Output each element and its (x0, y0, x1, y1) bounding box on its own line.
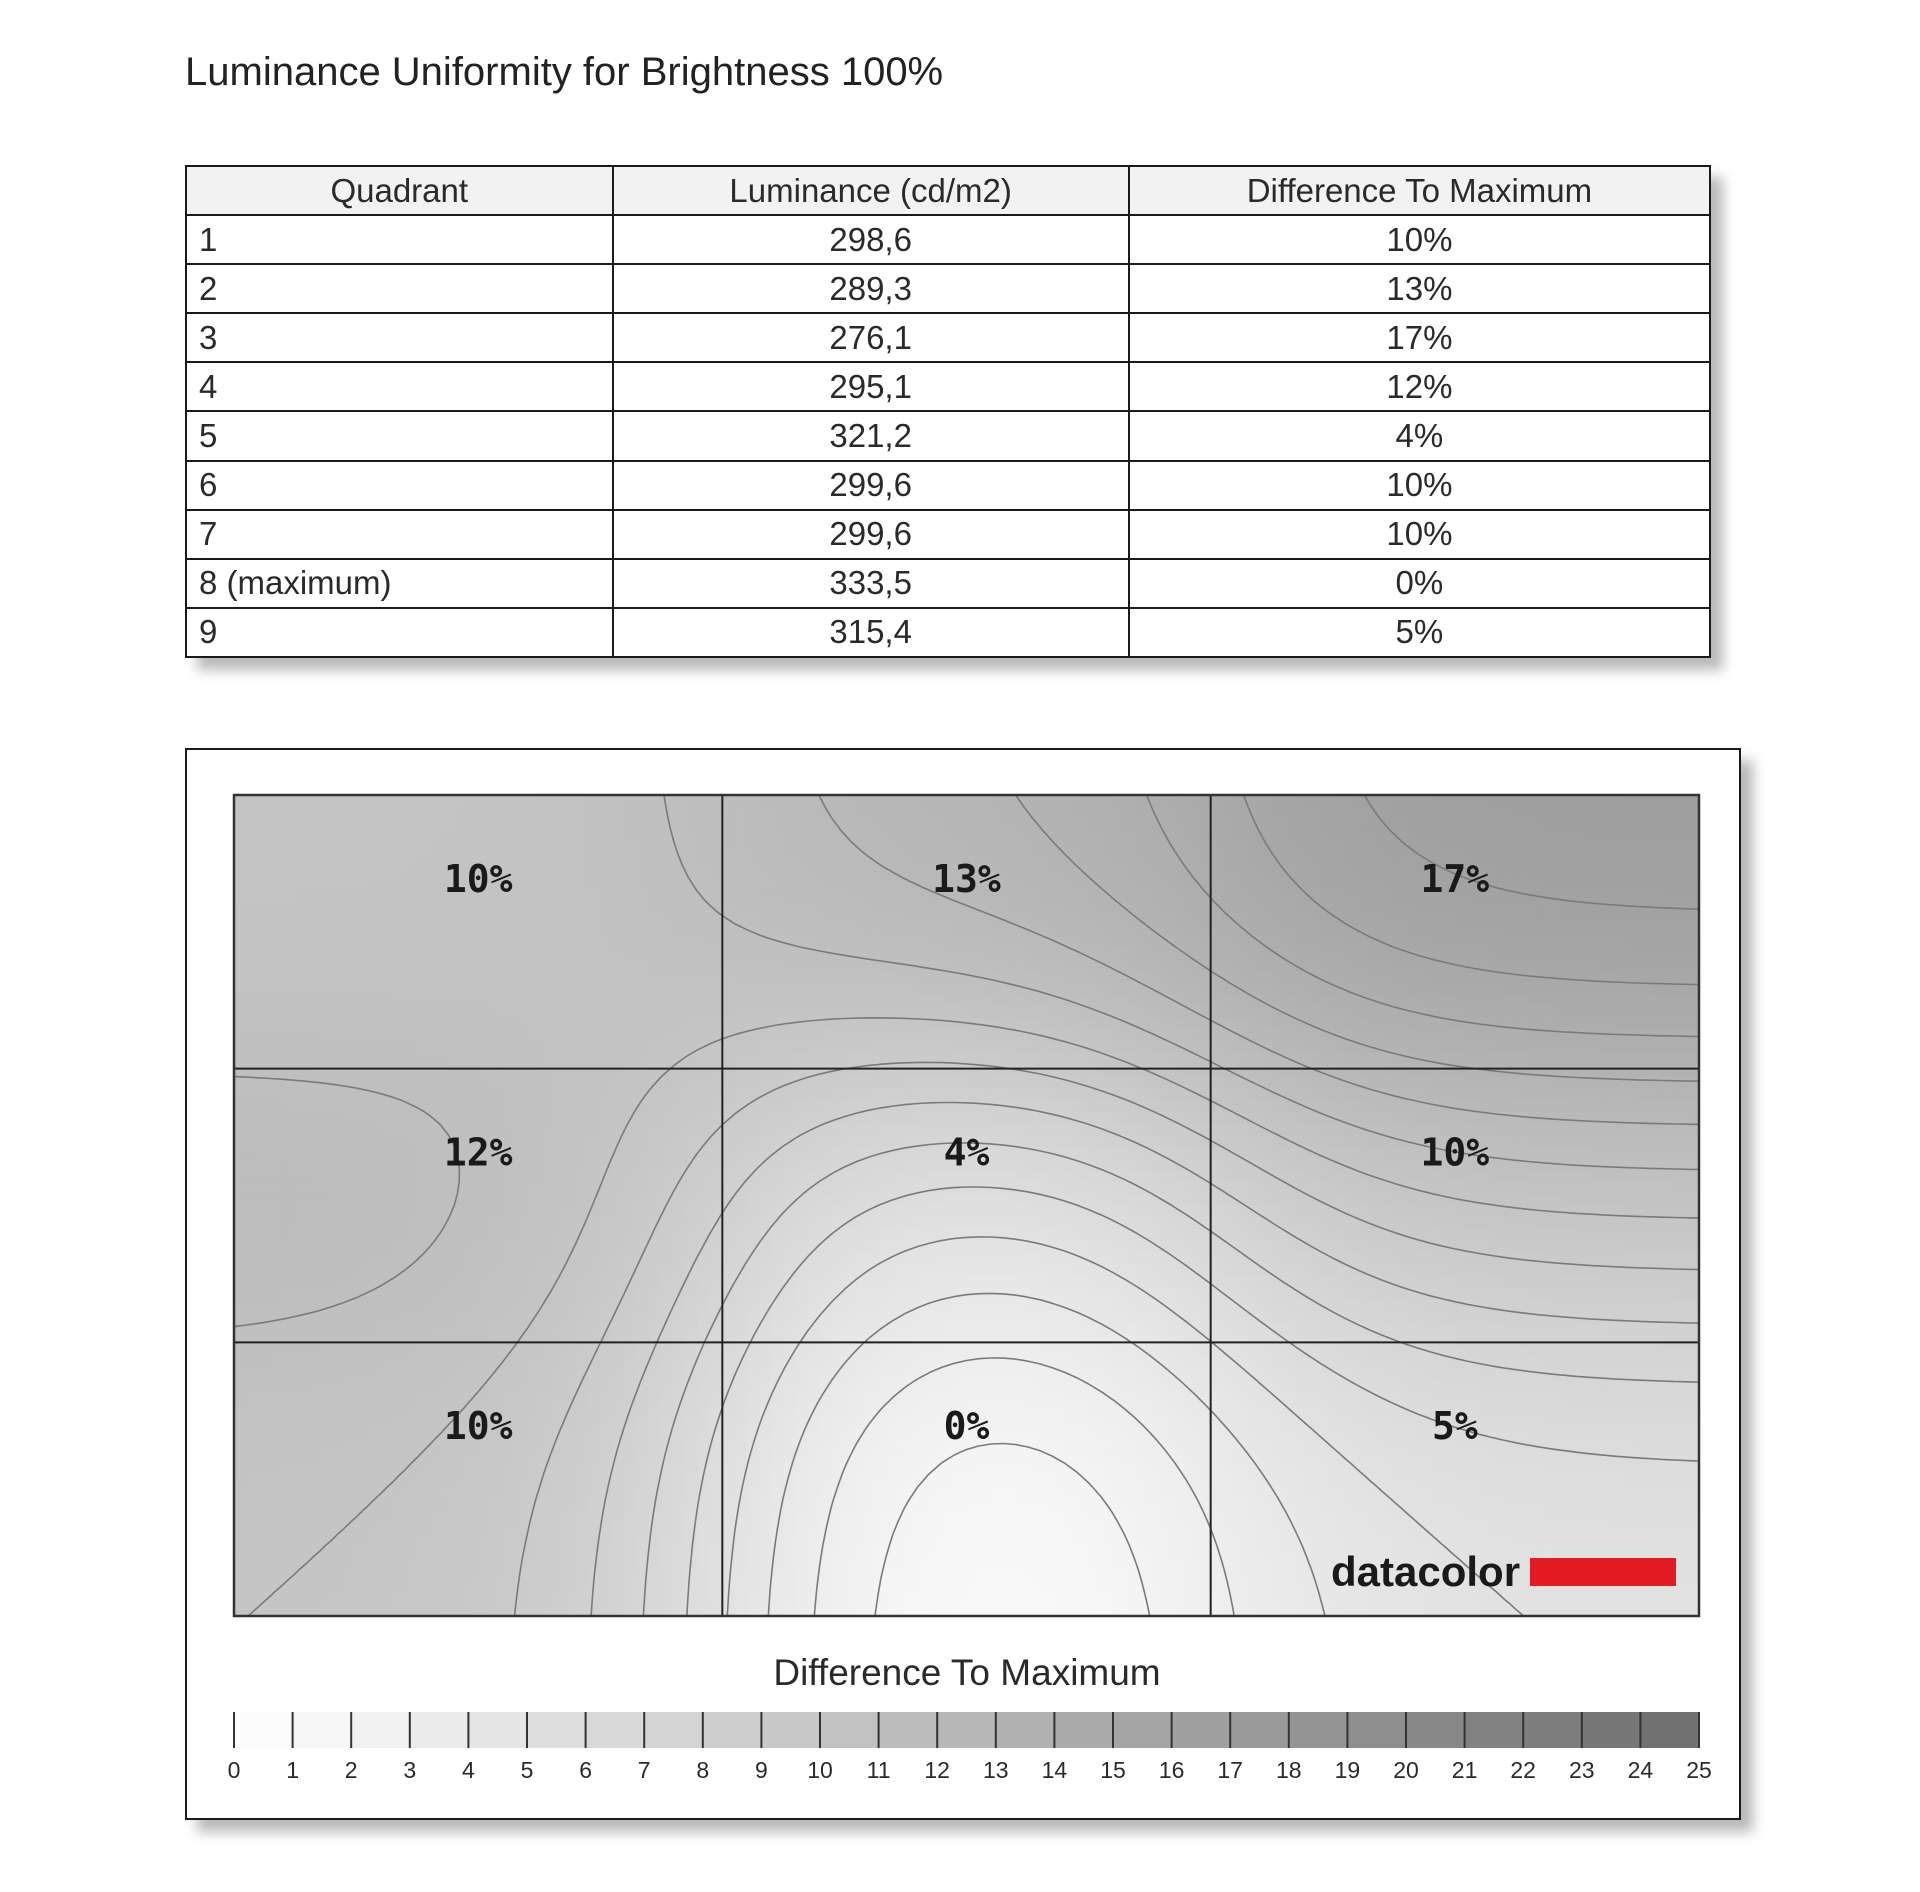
cell-quadrant: 2 (186, 264, 613, 313)
cell-difference: 10% (1129, 215, 1710, 264)
logo-text: datacolor (1331, 1548, 1521, 1595)
scale-swatch (937, 1712, 996, 1748)
scale-tick-label: 6 (579, 1757, 592, 1783)
cell-luminance: 289,3 (613, 264, 1129, 313)
table-header-row (186, 166, 1710, 215)
table-row (186, 559, 1710, 608)
scale-swatch (1465, 1712, 1524, 1748)
luminance-table (185, 165, 1711, 658)
table-row (186, 411, 1710, 460)
cell-luminance: 298,6 (613, 215, 1129, 264)
cell-quadrant: 6 (186, 461, 613, 510)
scale-tick-label: 18 (1276, 1757, 1302, 1783)
cell-luminance: 299,6 (613, 510, 1129, 559)
scale-swatch (761, 1712, 820, 1748)
scale-tick-label: 7 (637, 1757, 651, 1783)
cell-quadrant: 7 (186, 510, 613, 559)
scale-tick-label: 22 (1510, 1757, 1536, 1783)
scale-tick-label: 12 (924, 1757, 950, 1783)
header-difference: Difference To Maximum (1129, 166, 1710, 215)
scale-tick-label: 11 (866, 1757, 891, 1783)
scale-tick-label: 15 (1100, 1757, 1126, 1783)
color-scale (228, 1712, 1712, 1783)
uniformity-chart-frame (185, 748, 1741, 1820)
scale-swatch (1582, 1712, 1641, 1748)
scale-tick-label: 2 (344, 1757, 358, 1783)
cell-value-label: 0% (943, 1404, 990, 1449)
scale-swatch (1172, 1712, 1231, 1748)
scale-tick-label: 25 (1686, 1757, 1712, 1783)
scale-swatch (351, 1712, 410, 1748)
luminance-table-container (185, 165, 1711, 658)
scale-tick-label: 14 (1041, 1757, 1068, 1783)
header-quadrant: Quadrant (186, 166, 613, 215)
scale-swatch (468, 1712, 527, 1748)
scale-tick-label: 13 (983, 1757, 1009, 1783)
scale-tick-label: 1 (286, 1757, 299, 1783)
cell-quadrant: 1 (186, 215, 613, 264)
scale-tick-label: 16 (1158, 1757, 1185, 1783)
uniformity-chart (187, 750, 1739, 1818)
scale-title: Difference To Maximum (773, 1652, 1161, 1693)
cell-value-label: 12% (443, 1130, 513, 1175)
table-row (186, 215, 1710, 264)
cell-value-label: 5% (1431, 1404, 1478, 1449)
scale-tick-label: 21 (1451, 1757, 1478, 1783)
cell-difference: 5% (1129, 608, 1710, 657)
table-row (186, 313, 1710, 362)
scale-tick-label: 3 (403, 1757, 417, 1783)
cell-difference: 10% (1129, 461, 1710, 510)
scale-tick-label: 5 (520, 1757, 534, 1783)
table-row (186, 362, 1710, 411)
table-row (186, 461, 1710, 510)
scale-swatch (1054, 1712, 1113, 1748)
cell-value-label: 4% (943, 1130, 990, 1175)
cell-luminance: 333,5 (613, 559, 1129, 608)
table-row (186, 264, 1710, 313)
scale-tick-label: 4 (462, 1757, 475, 1783)
cell-luminance: 276,1 (613, 313, 1129, 362)
scale-swatch (1406, 1712, 1465, 1748)
scale-tick-label: 24 (1627, 1757, 1654, 1783)
cell-difference: 0% (1129, 559, 1710, 608)
scale-swatch (1113, 1712, 1172, 1748)
scale-swatch (586, 1712, 645, 1748)
cell-difference: 17% (1129, 313, 1710, 362)
cell-value-label: 10% (443, 1404, 513, 1449)
scale-swatch (527, 1712, 586, 1748)
cell-value-label: 10% (443, 856, 513, 901)
header-luminance: Luminance (cd/m2) (613, 166, 1129, 215)
cell-difference: 4% (1129, 411, 1710, 460)
scale-swatch (644, 1712, 703, 1748)
cell-luminance: 295,1 (613, 362, 1129, 411)
cell-quadrant: 5 (186, 411, 613, 460)
scale-swatch (879, 1712, 938, 1748)
cell-quadrant: 4 (186, 362, 613, 411)
scale-swatch (996, 1712, 1055, 1748)
scale-tick-label: 17 (1217, 1757, 1243, 1783)
cell-difference: 10% (1129, 510, 1710, 559)
scale-tick-label: 9 (755, 1757, 768, 1783)
cell-value-label: 17% (1420, 856, 1490, 901)
scale-swatch (1230, 1712, 1289, 1748)
scale-tick-label: 19 (1334, 1757, 1361, 1783)
logo-red-bar (1530, 1558, 1676, 1586)
scale-swatch (293, 1712, 352, 1748)
scale-tick-label: 23 (1569, 1757, 1595, 1783)
page-title: Luminance Uniformity for Brightness 100% (185, 50, 944, 94)
cell-luminance: 315,4 (613, 608, 1129, 657)
cell-value-label: 10% (1420, 1130, 1490, 1175)
scale-swatch (1523, 1712, 1582, 1748)
scale-swatch (1289, 1712, 1348, 1748)
scale-swatch (410, 1712, 469, 1748)
cell-quadrant: 9 (186, 608, 613, 657)
scale-tick-label: 10 (807, 1757, 833, 1783)
table-row (186, 608, 1710, 657)
scale-swatch (234, 1712, 293, 1748)
scale-swatch (1347, 1712, 1406, 1748)
scale-swatch (703, 1712, 762, 1748)
scale-swatch (820, 1712, 879, 1748)
scale-tick-label: 8 (696, 1757, 710, 1783)
cell-luminance: 321,2 (613, 411, 1129, 460)
table-row (186, 510, 1710, 559)
cell-value-label: 13% (932, 856, 1001, 901)
cell-quadrant: 3 (186, 313, 613, 362)
scale-tick-label: 0 (227, 1757, 241, 1783)
cell-quadrant: 8 (maximum) (186, 559, 613, 608)
scale-swatch (1640, 1712, 1699, 1748)
cell-difference: 13% (1129, 264, 1710, 313)
cell-difference: 12% (1129, 362, 1710, 411)
cell-luminance: 299,6 (613, 461, 1129, 510)
scale-tick-label: 20 (1393, 1757, 1419, 1783)
